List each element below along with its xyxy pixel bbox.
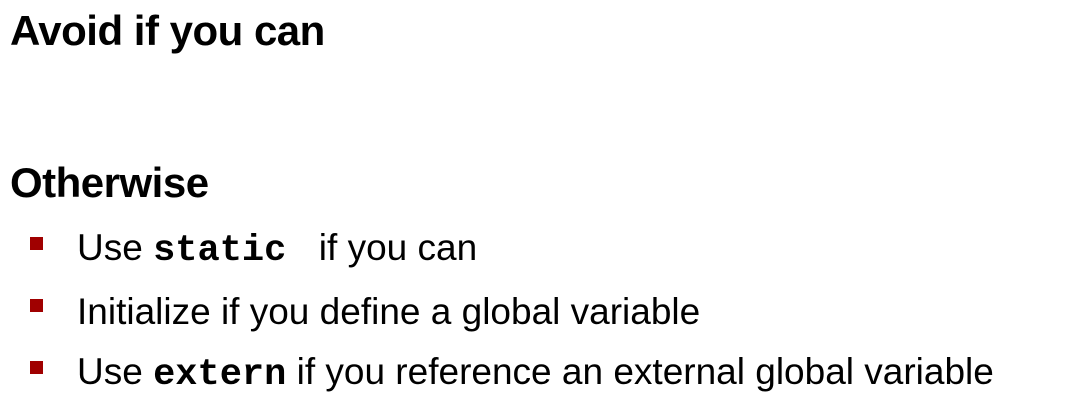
bullet-text (77, 290, 701, 332)
bullet-item-static (30, 218, 994, 280)
bullet-text (77, 226, 478, 272)
bullet-text-pre: Initialize if you define a global variable (77, 290, 701, 332)
heading-otherwise: Otherwise (10, 159, 209, 206)
bullet-text (77, 350, 994, 396)
code-keyword-extern: extern (153, 353, 287, 396)
bullet-item-extern (30, 342, 994, 404)
bullet-text-post: if you can (308, 226, 478, 268)
bullet-text-pre: Use (77, 226, 154, 268)
bullet-text-pre: Use (77, 350, 154, 392)
square-bullet-icon (30, 361, 43, 374)
square-bullet-icon (30, 237, 43, 250)
code-keyword-static: static (153, 229, 309, 272)
heading-avoid: Avoid if you can (10, 7, 325, 54)
bullet-list (30, 218, 994, 404)
square-bullet-icon (30, 299, 43, 312)
bullet-item-initialize (30, 280, 994, 342)
bullet-text-post: if you reference an external global variable (286, 350, 994, 392)
